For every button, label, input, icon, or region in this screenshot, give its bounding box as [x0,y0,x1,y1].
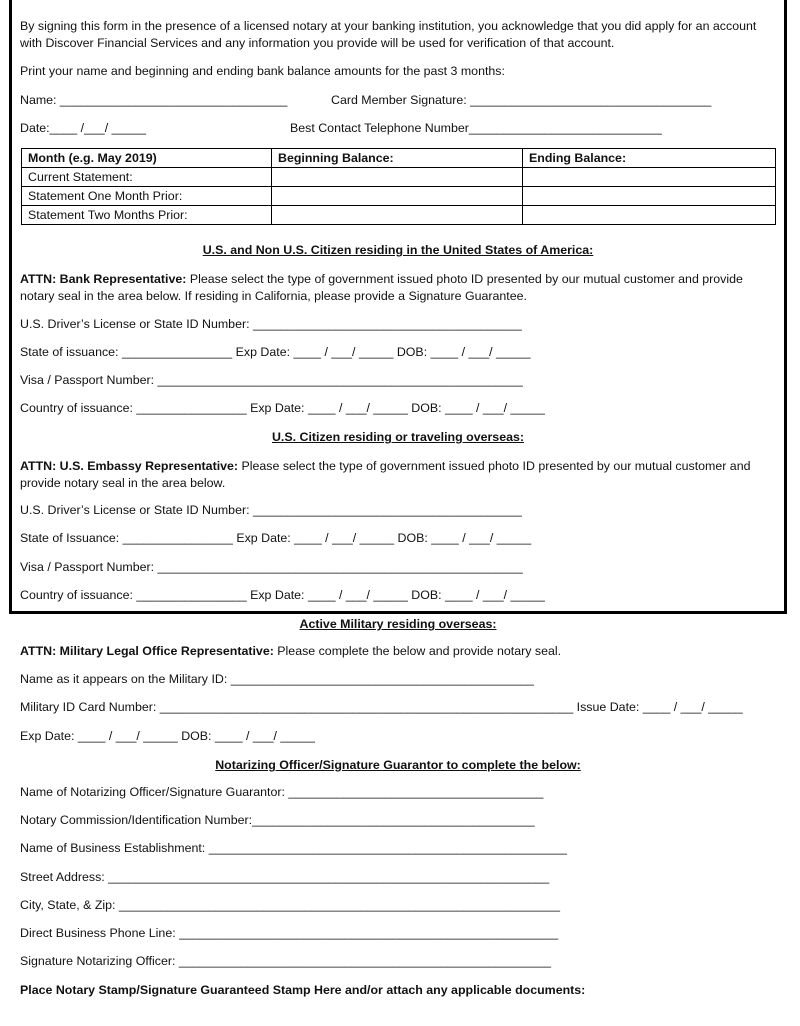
us-state-field[interactable]: State of issuance: ________________ Exp Date: ____ / ___/ _____ DOB: ____ / ___/ _____ [20,345,531,359]
business-name-field[interactable]: Name of Business Establishment: ____________________________________________________ [20,841,568,855]
row-label: Statement Two Months Prior: [22,206,272,225]
overseas-country-field[interactable]: Country of issuance: ________________ Exp Date: ____ / ___/ _____ DOB: ____ / ___/ _____ [20,588,545,602]
table-row [22,168,776,187]
signature-field[interactable]: Card Member Signature: ___________________________________ [331,93,712,107]
us-attn-text: Please select the type of government issued photo ID presented by our mutual customer and provide notary seal in the area below. If residing in California, please provide a Signature Guarantee. [20,272,743,303]
ending-balance-header: Ending Balance: [523,149,776,168]
street-address-field[interactable]: Street Address: ________________________________________________________________ [20,870,550,884]
us-attn-label: ATTN: Bank Representative: [20,272,187,286]
overseas-state-field[interactable]: State of Issuance: ________________ Exp Date: ____ / ___/ _____ DOB: ____ / ___/ _____ [20,531,532,545]
date-field[interactable]: Date:____ /___/ _____ [20,121,147,135]
us-attn-paragraph [20,271,770,305]
month-header: Month (e.g. May 2019) [22,149,272,168]
military-id-field[interactable]: Military ID Card Number: ____________________________________________________________ Issue Date: ____ / ___/ _____ [20,700,743,714]
military-attn-text: Please complete the below and provide notary seal. [273,644,562,658]
military-exp-field[interactable]: Exp Date: ____ / ___/ _____ DOB: ____ / ___/ _____ [20,729,315,743]
us-section-heading: U.S. and Non U.S. Citizen residing in the United States of America: [202,243,594,257]
row-label: Statement One Month Prior: [22,187,272,206]
us-passport-field[interactable]: Visa / Passport Number: _____________________________________________________ [20,373,523,387]
overseas-passport-field[interactable]: Visa / Passport Number: _____________________________________________________ [20,560,523,574]
military-attn-line [20,644,561,659]
phone-field[interactable]: Best Contact Telephone Number____________________________ [290,121,662,135]
notary-signature-field[interactable]: Signature Notarizing Officer: ______________________________________________________ [20,954,551,968]
us-license-field[interactable]: U.S. Driver’s License or State ID Number: _______________________________________ [20,317,522,331]
notary-officer-name-field[interactable]: Name of Notarizing Officer/Signature Guarantor: _____________________________________ [20,785,544,799]
beginning-balance-cell[interactable] [272,206,523,225]
table-row [22,206,776,225]
beginning-balance-cell[interactable] [272,187,523,206]
balance-table [21,148,776,225]
notary-commission-field[interactable]: Notary Commission/Identification Number:_________________________________________ [20,813,535,827]
overseas-attn-text: Please select the type of government issued photo ID presented by our mutual customer and provide notary seal in the area below. [20,459,751,490]
ending-balance-cell[interactable] [523,168,776,187]
balance-table-header [22,149,776,168]
intro-instruction: Print your name and beginning and ending bank balance amounts for the past 3 months: [20,64,505,78]
military-attn-label: ATTN: Military Legal Office Representative: [20,644,274,658]
overseas-section-heading: U.S. Citizen residing or traveling overseas: [271,430,525,444]
table-row [22,187,776,206]
row-label: Current Statement: [22,168,272,187]
notary-stamp-instruction: Place Notary Stamp/Signature Guaranteed Stamp Here and/or attach any applicable documents: [20,983,586,997]
overseas-attn-paragraph [20,458,770,492]
military-name-field[interactable]: Name as it appears on the Military ID: ____________________________________________ [20,672,534,686]
overseas-attn-label: ATTN: U.S. Embassy Representative: [20,459,239,473]
intro-paragraph: By signing this form in the presence of a licensed notary at your banking institution, you acknowledge that you did apply for an account with Discover Financial Services and any information you provide will be used for verification of that account. [20,19,757,50]
business-phone-field[interactable]: Direct Business Phone Line: _______________________________________________________ [20,926,559,940]
ending-balance-cell[interactable] [523,206,776,225]
city-state-zip-field[interactable]: City, State, & Zip: ________________________________________________________________ [20,898,560,912]
name-field[interactable]: Name: _________________________________ [20,93,288,107]
military-section-heading: Active Military residing overseas: [299,617,497,631]
beginning-balance-cell[interactable] [272,168,523,187]
beginning-balance-header: Beginning Balance: [272,149,523,168]
ending-balance-cell[interactable] [523,187,776,206]
us-country-field[interactable]: Country of issuance: ________________ Exp Date: ____ / ___/ _____ DOB: ____ / ___/ _____ [20,401,545,415]
overseas-license-field[interactable]: U.S. Driver’s License or State ID Number: _______________________________________ [20,503,522,517]
notary-section-heading: Notarizing Officer/Signature Guarantor to complete the below: [215,758,581,772]
